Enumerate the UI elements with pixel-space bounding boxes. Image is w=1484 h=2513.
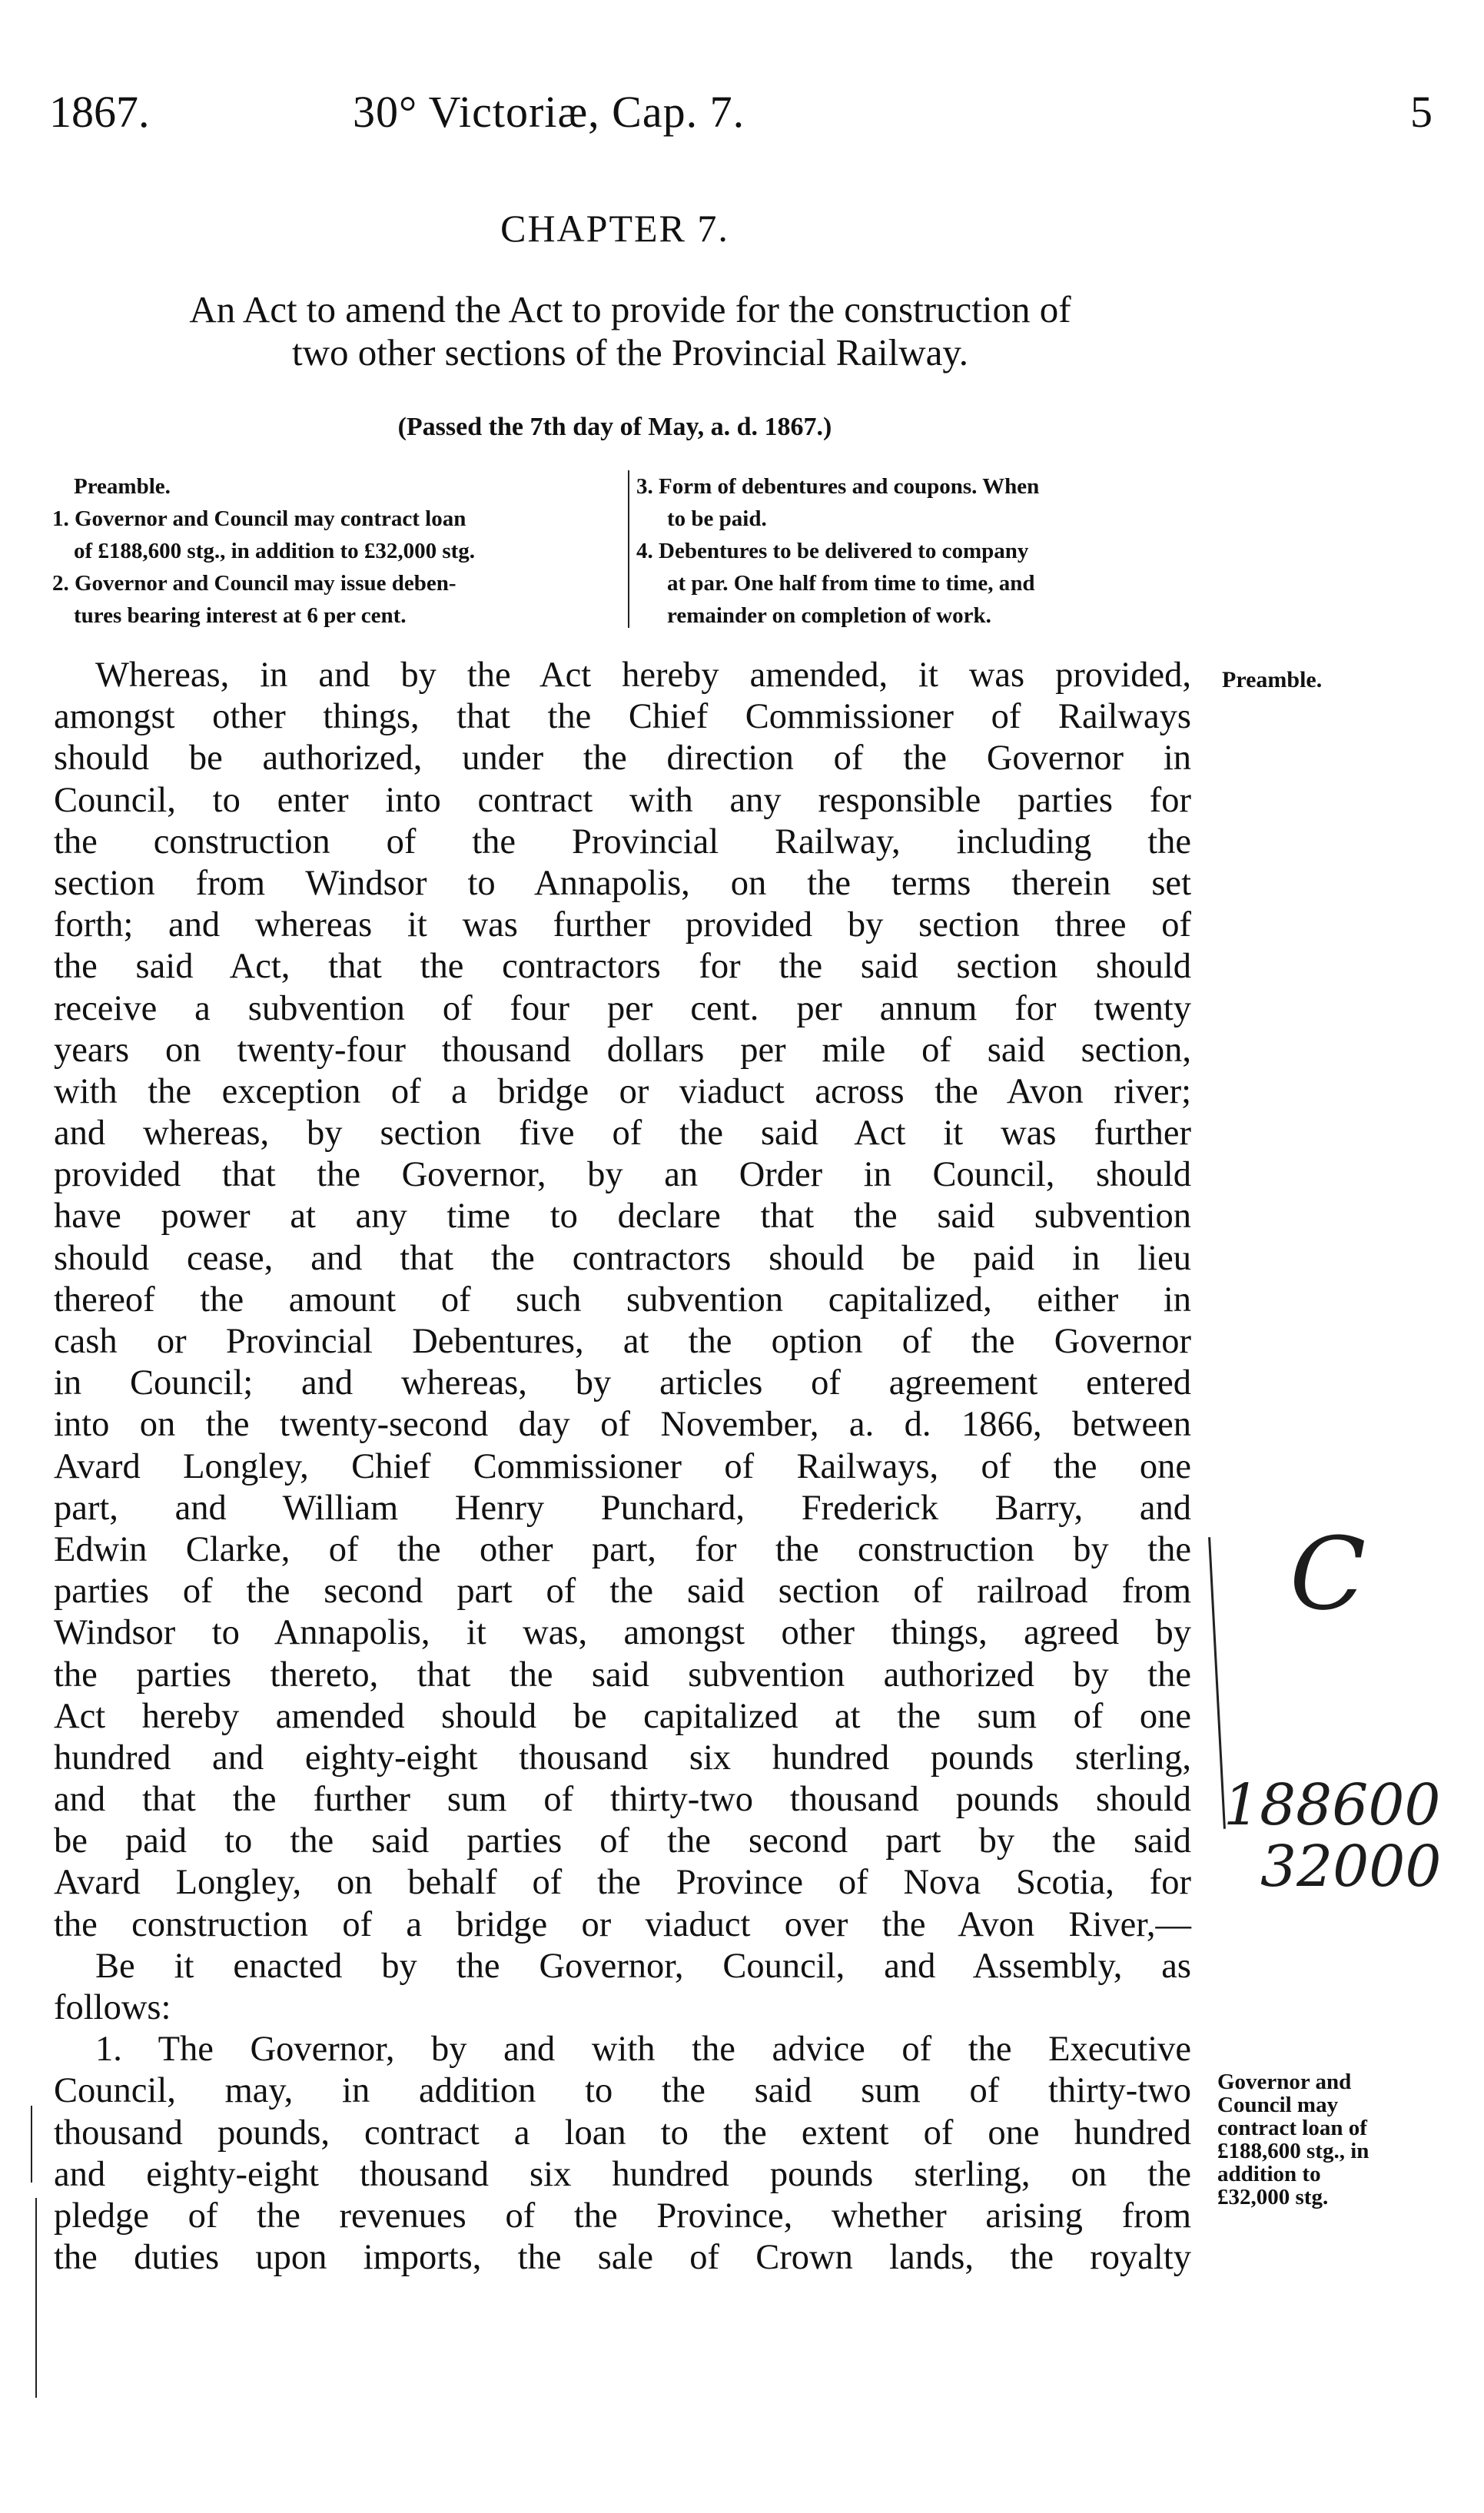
running-head — [49, 86, 1433, 148]
synopsis-line: remainder on completion of work. — [667, 603, 991, 628]
body-line: Be it enacted by the Governor, Council, and Assembly, as — [95, 1946, 1191, 1986]
body-line: receive a subvention of four per cent. per annum for twenty — [54, 988, 1191, 1028]
body-line: years on twenty-four thousand dollars per mile of said section, — [54, 1030, 1191, 1070]
body-line: Council, to enter into contract with any responsible parties for — [54, 780, 1191, 820]
synopsis-divider — [628, 470, 629, 628]
sidenote-section-1 — [1217, 2070, 1479, 2209]
body-line: part, and William Henry Punchard, Frederick Barry, and — [54, 1488, 1191, 1528]
handwritten-margin-line — [35, 2198, 37, 2398]
body-line: the construction of a bridge or viaduct over the Avon River,— — [54, 1904, 1191, 1944]
body-line: and eighty-eight thousand six hundred pounds sterling, on the — [54, 2154, 1191, 2194]
sidenote-line: addition to — [1217, 2162, 1321, 2186]
synopsis-line: tures bearing interest at 6 per cent. — [74, 603, 407, 628]
body-line: thousand pounds, contract a loan to the extent of one hundred — [54, 2113, 1191, 2153]
synopsis-line: of £188,600 stg., in addition to £32,000 stg. — [74, 539, 476, 563]
body-line: with the exception of a bridge or viaduct across the Avon river; — [54, 1071, 1191, 1111]
body-line: Avard Longley, Chief Commissioner of Railways, of the one — [54, 1446, 1191, 1486]
body-line: cash or Provincial Debentures, at the option of the Governor — [54, 1322, 1191, 1361]
synopsis-line: 2. Governor and Council may issue deben- — [52, 571, 456, 596]
body-line: pledge of the revenues of the Province, whether arising from — [54, 2196, 1191, 2236]
sidenote-preamble: Preamble. — [1222, 667, 1323, 692]
act-title-line: two other sections of the Provincial Railway. — [292, 331, 968, 373]
synopsis-line: 3. Form of debentures and coupons. When — [636, 474, 1040, 499]
body-line: the said Act, that the contractors for the said section should — [54, 947, 1191, 987]
synopsis-line: 1. Governor and Council may contract loan — [52, 506, 466, 531]
body-line: and that the further sum of thirty-two thousand pounds should — [54, 1780, 1191, 1820]
body-line: have power at any time to declare that the said subvention — [54, 1197, 1191, 1237]
body-line: section from Windsor to Annapolis, on the terms therein set — [54, 863, 1191, 903]
act-title — [46, 288, 1214, 374]
sidenote-line: Governor and — [1217, 2070, 1352, 2094]
body-line: should cease, and that the contractors should be paid in lieu — [54, 1238, 1191, 1278]
sidenote-line: £32,000 stg. — [1217, 2185, 1329, 2209]
passed-date: (Passed the 7th day of May, a. d. 1867.) — [397, 413, 832, 441]
handwritten-amount: 188600 — [1223, 1772, 1441, 1838]
sidenote-line: £188,600 stg., in — [1217, 2139, 1369, 2163]
body-line: Act hereby amended should be capitalized at the sum of one — [54, 1696, 1191, 1736]
body-line: hundred and eighty-eight thousand six hundred pounds sterling, — [54, 1738, 1191, 1778]
body-line: thereof the amount of such subvention capitalized, either in — [54, 1280, 1191, 1320]
body-line: provided that the Governor, by an Order in Council, should — [54, 1155, 1191, 1195]
chapter-heading: CHAPTER 7. — [500, 207, 729, 250]
handwritten-margin-line — [31, 2106, 32, 2183]
act-body — [54, 655, 1191, 2279]
sidenote-line: contract loan of — [1217, 2116, 1367, 2140]
synopsis-left-column — [52, 470, 622, 632]
handwritten-mark: C — [1290, 1515, 1366, 1632]
body-line: the parties thereto, that the said subvention authorized by the — [54, 1655, 1191, 1695]
synopsis-line: at par. One half from time to time, and — [667, 571, 1035, 596]
body-line: Whereas, in and by the Act hereby amended, it was provided, — [95, 656, 1191, 695]
body-line: the construction of the Provincial Railway, including the — [54, 822, 1191, 861]
body-line: and whereas, by section five of the said Act it was further — [54, 1114, 1191, 1154]
header-title: 30° Victoriæ, Cap. 7. — [353, 87, 745, 137]
body-line: Council, may, in addition to the said sum of thirty-two — [54, 2071, 1191, 2111]
body-line: amongst other things, that the Chief Commissioner of Railways — [54, 697, 1191, 737]
sidenote-line: Council may — [1217, 2093, 1339, 2117]
body-line: forth; and whereas it was further provided by section three of — [54, 905, 1191, 945]
body-line: 1. The Governor, by and with the advice of the Executive — [95, 2030, 1191, 2070]
synopsis-line: to be paid. — [667, 506, 767, 531]
act-title-line: An Act to amend the Act to provide for the construction of — [189, 288, 1071, 330]
body-line: the duties upon imports, the sale of Crown lands, the royalty — [54, 2238, 1191, 2278]
header-year: 1867. — [49, 87, 150, 137]
body-line: into on the twenty-second day of November, a. d. 1866, between — [54, 1405, 1191, 1445]
body-line: Avard Longley, on behalf of the Province of Nova Scotia, for — [54, 1863, 1191, 1903]
handwritten-amount: 32000 — [1260, 1834, 1442, 1900]
synopsis-line: Preamble. — [74, 474, 171, 499]
synopsis-right-column — [636, 470, 1207, 632]
synopsis-line: 4. Debentures to be delivered to company — [636, 539, 1029, 563]
body-line: parties of the second part of the said section of railroad from — [54, 1572, 1191, 1612]
synopsis — [52, 470, 1205, 636]
body-line: follows: — [54, 1988, 171, 2027]
body-line: be paid to the said parties of the second part by the said — [54, 1821, 1191, 1861]
body-line: should be authorized, under the direction of the Governor in — [54, 739, 1191, 778]
page-number: 5 — [1410, 87, 1433, 137]
body-line: Edwin Clarke, of the other part, for the construction by the — [54, 1529, 1191, 1569]
body-line: Windsor to Annapolis, it was, amongst other things, agreed by — [54, 1613, 1191, 1653]
body-line: in Council; and whereas, by articles of agreement entered — [54, 1363, 1191, 1403]
